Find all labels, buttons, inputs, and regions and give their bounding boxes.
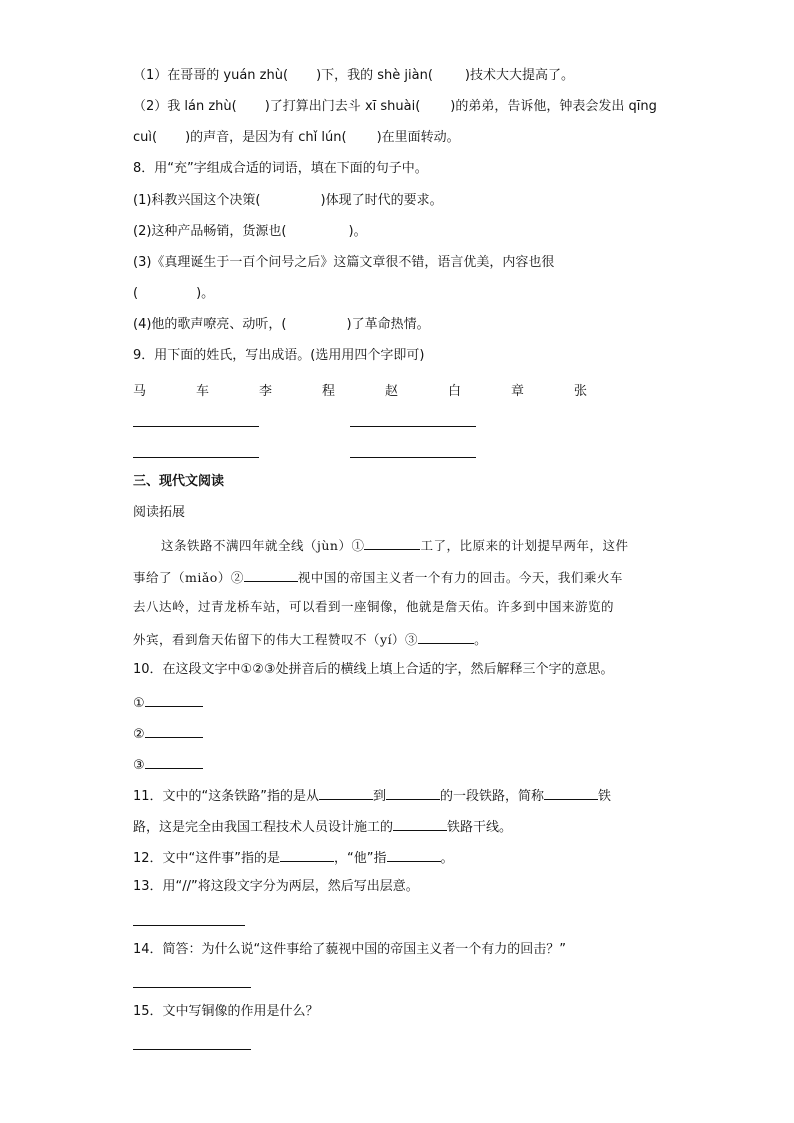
q13-title: 13．用“//”将这段文字分为两层，然后写出层意。 xyxy=(133,879,419,894)
surname-1: 马 xyxy=(133,384,147,399)
q8-sentence-3: (3)《真理诞生于一百个问号之后》这篇文章很不错，语言优美，内容也很 xyxy=(133,255,555,270)
answer-line[interactable] xyxy=(133,925,245,926)
answer-blank[interactable] xyxy=(393,816,447,831)
q7-line-2: （2）我 lán zhù( )了打算出门去斗 xī shuài( )的弟弟，告诉他，钟表会发出 qīng xyxy=(133,99,657,114)
surname-4: 程 xyxy=(322,384,336,399)
q10-item-3: ③ xyxy=(133,754,203,775)
answer-blank[interactable] xyxy=(145,754,203,769)
q7-line-3: cuì( )的声音，是因为有 chǐ lún( )在里面转动。 xyxy=(133,130,460,145)
passage-line-4: 外宾，看到詹天佑留下的伟大工程赞叹不（yí）③ 。 xyxy=(133,629,487,649)
surname-7: 章 xyxy=(511,384,525,399)
passage-line-3: 去八达岭，过青龙桥车站，可以看到一座铜像，他就是詹天佑。许多到中国来游览的 xyxy=(133,599,615,614)
passage-line-1: 这条铁路不满四年就全线（jùn）① 工了，比原来的计划提早两年，这件 xyxy=(161,535,629,555)
q8-sentence-4: (4)他的歌声嘹亮、动听，( )了革命热情。 xyxy=(133,317,430,332)
q11-line-1: 11．文中的“这条铁路”指的是从 到 的一段铁路，简称 铁 xyxy=(133,785,611,806)
section-subtitle: 阅读拓展 xyxy=(133,505,186,520)
answer-blank[interactable] xyxy=(387,847,441,862)
q10-title: 10．在这段文字中①②③处拼音后的横线上填上合适的字，然后解释三个字的意思。 xyxy=(133,662,614,677)
blank-3[interactable] xyxy=(418,629,474,644)
q7-line-1: （1）在哥哥的 yuán zhù( )下，我的 shè jiàn( )技术大大提高了。 xyxy=(133,68,574,83)
passage-line-2: 事给了（miǎo）② 视中国的帝国主义者一个有力的回击。今天，我们乘火车 xyxy=(133,567,623,587)
blank-1[interactable] xyxy=(364,535,420,550)
surname-5: 赵 xyxy=(385,384,399,399)
answer-line[interactable] xyxy=(350,457,476,458)
surname-8: 张 xyxy=(574,384,588,399)
answer-blank[interactable] xyxy=(544,785,598,800)
q10-item-2: ② xyxy=(133,723,203,744)
answer-line[interactable] xyxy=(133,1049,251,1050)
surname-6: 白 xyxy=(448,384,462,399)
answer-line[interactable] xyxy=(133,457,259,458)
answer-line[interactable] xyxy=(350,426,476,427)
q9-title: 9．用下面的姓氏，写出成语。(选用用四个字即可) xyxy=(133,348,425,363)
surname-3: 李 xyxy=(259,384,273,399)
answer-blank[interactable] xyxy=(386,785,440,800)
q10-item-1: ① xyxy=(133,692,203,713)
answer-blank[interactable] xyxy=(280,847,334,862)
q8-sentence-2: (2)这种产品畅销，货源也( )。 xyxy=(133,224,367,239)
surname-2: 车 xyxy=(196,384,210,399)
answer-line[interactable] xyxy=(133,987,251,988)
answer-blank[interactable] xyxy=(145,723,203,738)
blank-2[interactable] xyxy=(244,567,298,582)
q11-line-2: 路，这是完全由我国工程技术人员设计施工的 铁路干线。 xyxy=(133,816,512,837)
section-title: 三、现代文阅读 xyxy=(133,474,225,489)
q12-line: 12．文中“这件事”指的是 ，“他”指 。 xyxy=(133,847,454,868)
q8-sentence-3-cont: ( )。 xyxy=(133,286,215,301)
q14-title: 14．简答：为什么说“这件事给了藐视中国的帝国主义者一个有力的回击？” xyxy=(133,942,567,957)
answer-line[interactable] xyxy=(133,426,259,427)
q8-title: 8．用“充”字组成合适的词语，填在下面的句子中。 xyxy=(133,161,428,176)
answer-blank[interactable] xyxy=(319,785,373,800)
q15-title: 15．文中写铜像的作用是什么？ xyxy=(133,1004,319,1019)
answer-blank[interactable] xyxy=(145,692,203,707)
q8-sentence-1: (1)科教兴国这个决策( )体现了时代的要求。 xyxy=(133,193,443,208)
